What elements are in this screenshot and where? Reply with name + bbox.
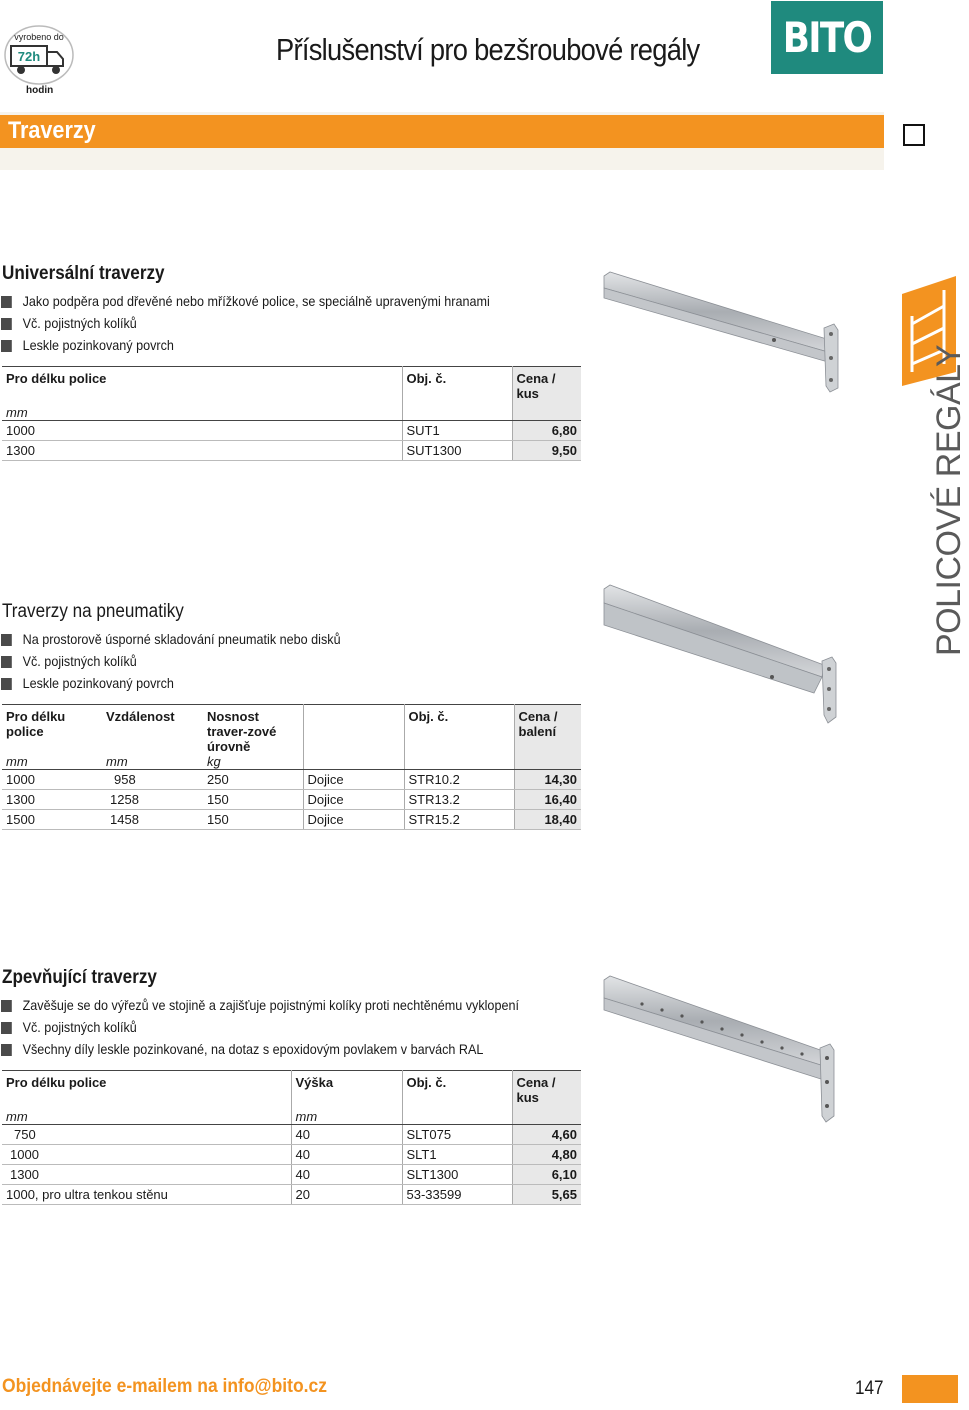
list-item: Vč. pojistných kolíků (1, 1016, 519, 1038)
col-header: Obj. č. (404, 705, 514, 755)
table-row: 1300 1258 150 Dojice STR13.2 16,40 (2, 790, 581, 810)
col-header: Pro délku police (6, 709, 66, 739)
list-item: Vč. pojistných kolíků (1, 650, 341, 672)
table-row: 750 40 SLT075 4,60 (2, 1124, 581, 1144)
bullet-list-tyres (1, 628, 378, 694)
col-header: Pro délku police (6, 371, 107, 386)
col-header: Cena / kus (512, 1071, 581, 1109)
cell-price: 9,50 (512, 440, 581, 460)
col-header: Cena / kus (512, 367, 581, 405)
unit-cell: mm (2, 754, 102, 770)
bullet-list-reinforcing (1, 994, 577, 1060)
col-header: Výška (291, 1071, 402, 1109)
badge-value-text: 72h (17, 49, 41, 64)
reinforcing-rail-image (602, 976, 842, 1126)
col-header: Cena / balení (514, 705, 581, 755)
footer-email-link[interactable]: Objednávejte e-mailem na info@bito.cz (2, 1376, 327, 1397)
unit-cell: mm (291, 1109, 402, 1125)
side-tab-label: POLICOVÉ REGÁLY (930, 344, 968, 656)
table-row: 1000 40 SLT1 4,80 (2, 1144, 581, 1164)
unit-cell: mm (2, 1109, 291, 1125)
list-item: Jako podpěra pod dřevěné nebo mřížkové police, se speciálně upravenými hranami (1, 290, 490, 312)
table-row (2, 420, 581, 440)
list-item: Leskle pozinkovaný povrch (1, 672, 341, 694)
cell-length: 1300 (2, 440, 402, 460)
universal-rail-image (602, 270, 842, 400)
list-item: Všechny díly leskle pozinkované, na dotaz s epoxidovým povlakem v barvách RAL (1, 1038, 519, 1060)
col-header: Obj. č. (402, 367, 512, 405)
table-row: 1000 958 250 Dojice STR10.2 14,30 (2, 770, 581, 790)
list-item: Zavěšuje se do výřezů ve stojině a zajišťuje pojistnými kolíky proti nechtěnému vyklopení (1, 994, 519, 1016)
table-row: 1000, pro ultra tenkou stěnu 20 53-33599 5,65 (2, 1184, 581, 1204)
table-row: 1500 1458 150 Dojice STR15.2 18,40 (2, 810, 581, 830)
col-header: Pro délku police (6, 1075, 107, 1090)
cell-order-no: SUT1300 (402, 440, 512, 460)
col-header: Obj. č. (402, 1071, 512, 1109)
section-title-universal: Universální traverzy (2, 263, 165, 284)
section-title-tyres: Traverzy na pneumatiky (2, 601, 184, 622)
table-row (2, 440, 581, 460)
section-band (0, 115, 884, 148)
list-item: Na prostorově úsporné skladování pneumatik nebo disků (1, 628, 341, 650)
bito-logo (771, 1, 883, 74)
col-header: Nosnost traver-zové úrovně (207, 709, 277, 754)
bullet-list-universal (1, 290, 544, 356)
cell-price: 6,80 (512, 420, 581, 440)
logo-text: BITO (782, 13, 872, 62)
delivery-truck-badge-icon (3, 24, 75, 86)
footer-color-tab (902, 1375, 958, 1403)
page-number: 147 (855, 1378, 884, 1399)
unit-cell: kg (203, 754, 303, 770)
cell-order-no: SUT1 (402, 420, 512, 440)
page-title: Příslušenství pro bezšroubové regály (276, 32, 700, 67)
table-universal (2, 366, 581, 461)
badge-hodin-label: hodin (26, 85, 54, 96)
table-reinforcing (2, 1070, 581, 1205)
checkbox-icon[interactable] (903, 124, 925, 146)
col-header (303, 705, 404, 755)
col-header: Vzdálenost (106, 709, 175, 724)
badge-top-text: vyrobeno do (14, 32, 64, 42)
table-row: 1300 40 SLT1300 6,10 (2, 1164, 581, 1184)
cell-length: 1000 (2, 420, 402, 440)
section-title-reinforcing: Zpevňující traverzy (2, 967, 157, 988)
tyre-rail-image (602, 585, 842, 730)
unit-cell: mm (102, 754, 203, 770)
band-title: Traverzy (8, 117, 96, 144)
list-item: Vč. pojistných kolíků (1, 312, 490, 334)
unit-cell: mm (2, 405, 402, 421)
list-item: Leskle pozinkovaný povrch (1, 334, 490, 356)
table-tyres (2, 704, 581, 830)
